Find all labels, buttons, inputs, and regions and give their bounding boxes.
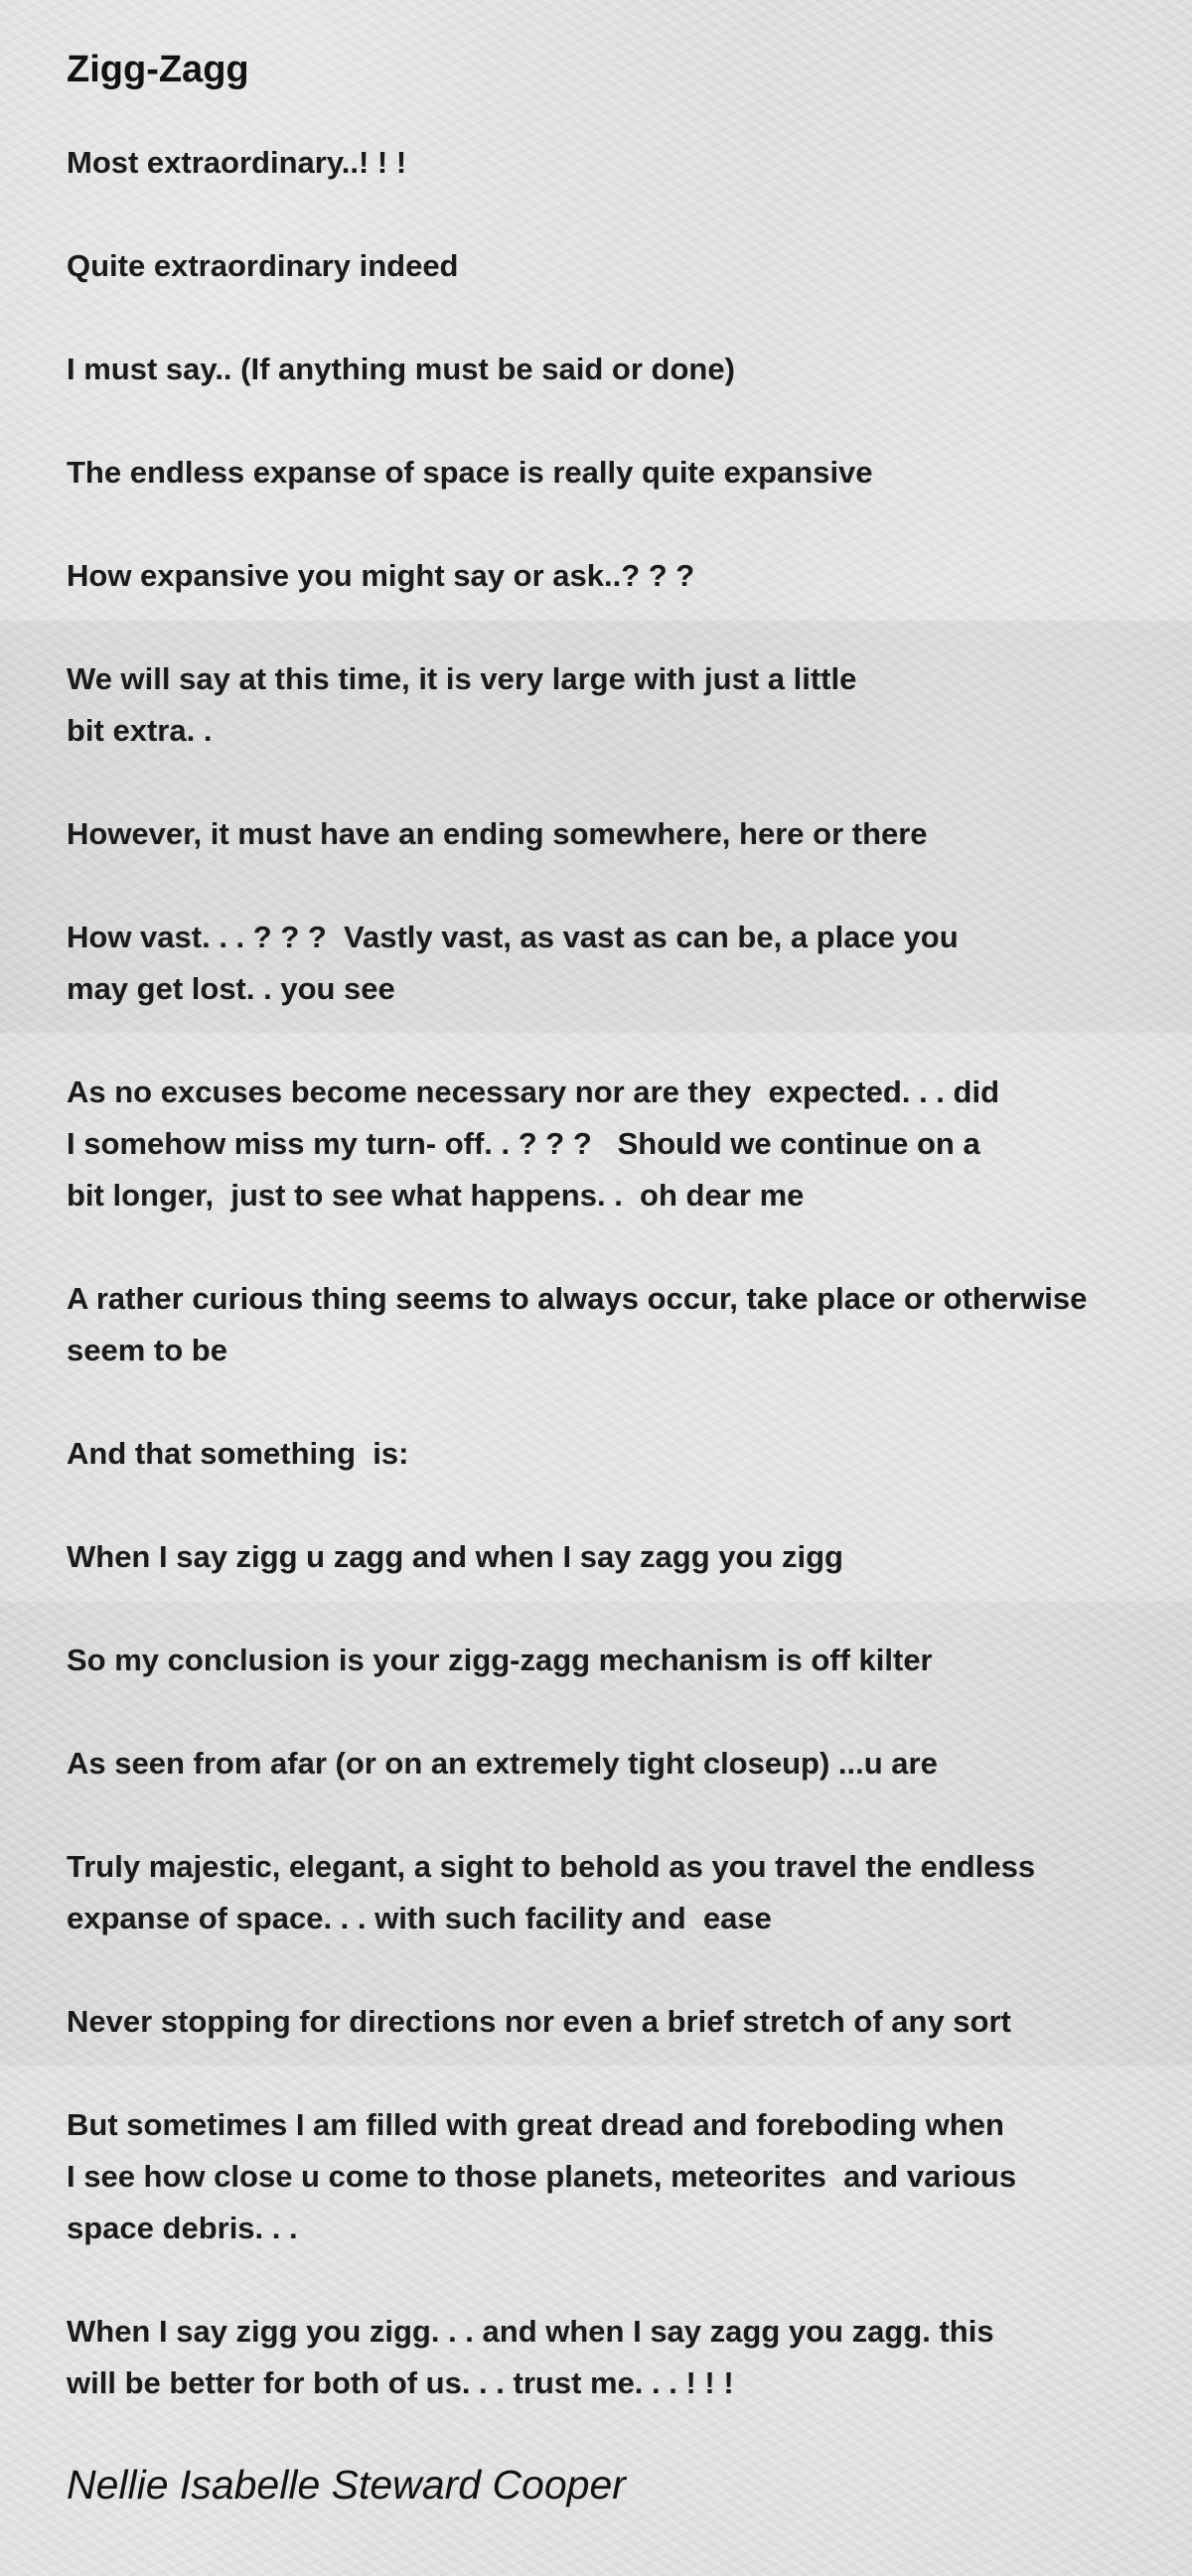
stanza: Never stopping for directions nor even a brief stretch of any sort	[67, 2003, 1011, 2039]
stanza: How expansive you might say or ask..? ? ?	[67, 557, 695, 593]
stanza: How vast. . . ? ? ? Vastly vast, as vast as can be, a place you may get lost. . you see	[67, 919, 959, 1006]
stanza: Quite extraordinary indeed	[67, 247, 459, 283]
stanza: When I say zigg u zagg and when I say zagg you zigg	[67, 1538, 843, 1574]
stanza: So my conclusion is your zigg-zagg mechanism is off kilter	[67, 1642, 933, 1677]
stanza: We will say at this time, it is very large with just a little bit extra. .	[67, 660, 857, 748]
stanza: And that something is:	[67, 1435, 409, 1471]
stanza: When I say zigg you zigg. . . and when I say zagg you zagg. this will be better for both of us. . . trust me. . . ! ! !	[67, 2313, 994, 2400]
stanza: The endless expanse of space is really quite expansive	[67, 454, 873, 490]
stanza: However, it must have an ending somewhere, here or there	[67, 815, 928, 851]
stanza: As no excuses become necessary nor are they expected. . . did I somehow miss my turn- off. . ? ? ? Should we continue on a bit longer, just to see what happens. . oh dear me	[67, 1073, 1000, 1213]
poem-title: Zigg-Zagg	[67, 49, 249, 90]
stanza: Most extraordinary..! ! !	[67, 144, 407, 180]
stanza: As seen from afar (or on an extremely tight closeup) ...u are	[67, 1745, 938, 1781]
stanza: But sometimes I am filled with great dread and foreboding when I see how close u come to those planets, meteorites and various space debris. . .	[67, 2106, 1017, 2245]
poem-body	[67, 137, 1169, 2409]
poem	[67, 48, 1169, 2509]
poem-author: Nellie Isabelle Steward Cooper	[67, 2461, 626, 2507]
stanza: Truly majestic, elegant, a sight to behold as you travel the endless expanse of space. . . with such facility and ease	[67, 1848, 1036, 1935]
stanza: A rather curious thing seems to always occur, take place or otherwise seem to be	[67, 1280, 1088, 1367]
stanza: I must say.. (If anything must be said or done)	[67, 351, 735, 386]
